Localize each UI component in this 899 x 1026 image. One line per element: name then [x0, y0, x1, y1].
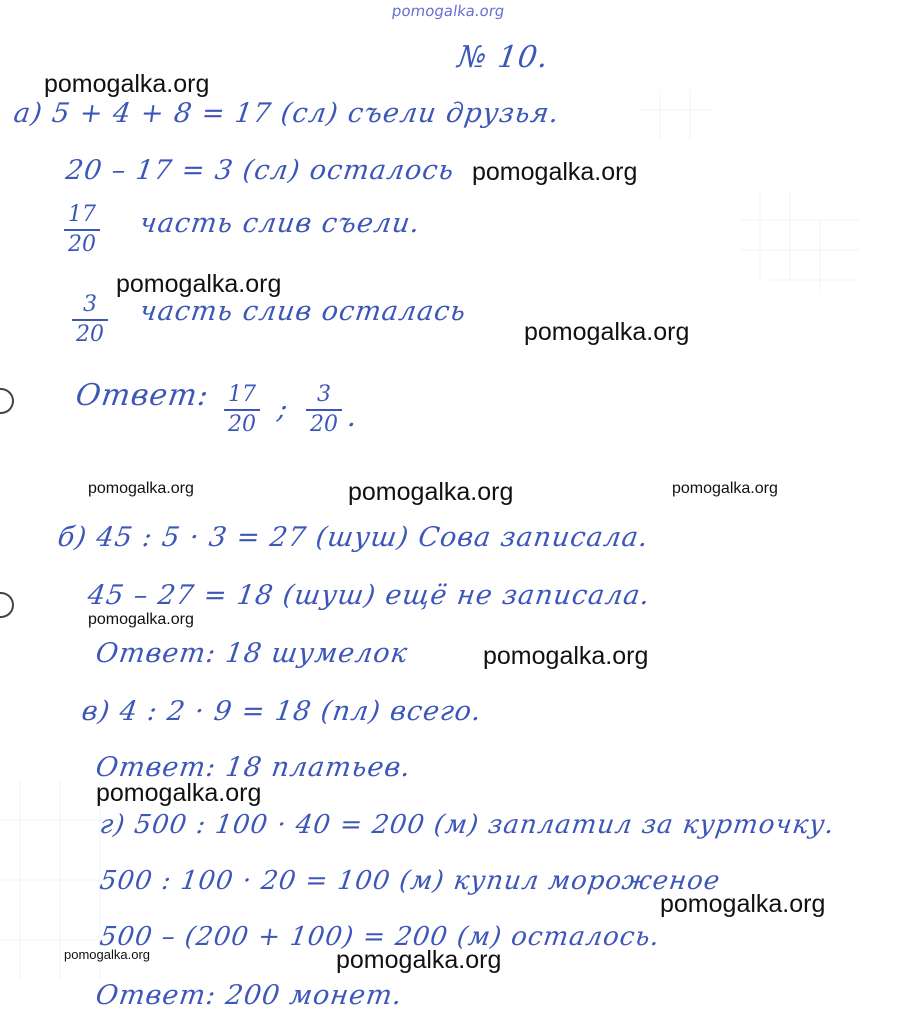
part-a-answer-fraction-2: [304, 382, 344, 438]
task-number: № 10.: [455, 40, 552, 75]
part-a-fraction-2: [70, 292, 110, 348]
watermark: pomogalka.org: [64, 947, 150, 962]
fraction-numerator: 17: [68, 202, 96, 227]
fraction-bar: [72, 319, 108, 321]
part-b-line-2: 45 – 27 = 18 (шуш) ещё не записала.: [85, 580, 653, 611]
watermark: pomogalka.org: [472, 158, 638, 186]
part-a-answer-end: .: [345, 400, 361, 433]
fraction-bar: [224, 409, 260, 411]
site-stamp: pomogalka.org: [390, 2, 506, 20]
watermark: pomogalka.org: [672, 480, 778, 497]
part-v-line-1: в) 4 : 2 · 9 = 18 (пл) всего.: [79, 696, 484, 727]
part-a-line-2: 20 – 17 = 3 (сл) осталось: [63, 155, 457, 186]
fraction-denominator: 20: [228, 412, 256, 437]
part-b-answer: Ответ: 18 шумелок: [93, 638, 411, 669]
grid-ghost-top-right: [640, 80, 880, 300]
fraction-bar: [306, 409, 342, 411]
fraction-numerator: 3: [83, 292, 97, 317]
watermark: pomogalka.org: [44, 70, 210, 98]
part-b-line-1: б) 45 : 5 · 3 = 27 (шуш) Сова записала.: [55, 522, 651, 553]
part-g-line-1: г) 500 : 100 · 40 = 200 (м) заплатил за курточку.: [97, 810, 837, 840]
part-g-answer: Ответ: 200 монет.: [93, 980, 405, 1011]
watermark: pomogalka.org: [96, 779, 262, 807]
binder-hole-bottom: [0, 592, 14, 618]
part-a-line-4: часть слив осталась: [137, 296, 469, 327]
part-a-fraction-1: [62, 202, 102, 258]
watermark: pomogalka.org: [348, 478, 514, 506]
watermark: pomogalka.org: [336, 946, 502, 974]
part-a-answer-fraction-1: [222, 382, 262, 438]
part-v-answer: Ответ: 18 платьев.: [93, 752, 414, 783]
watermark: pomogalka.org: [116, 270, 282, 298]
part-g-line-3: 500 – (200 + 100) = 200 (м) осталось.: [97, 922, 662, 952]
watermark: pomogalka.org: [88, 480, 194, 497]
part-a-answer-label: Ответ:: [73, 378, 212, 413]
fraction-numerator: 3: [317, 382, 331, 407]
fraction-denominator: 20: [68, 232, 96, 257]
part-a-answer-separator: ;: [275, 392, 291, 425]
fraction-numerator: 17: [228, 382, 256, 407]
part-a-line-1: а) 5 + 4 + 8 = 17 (сл) съели друзья.: [11, 98, 562, 129]
fraction-denominator: 20: [310, 412, 338, 437]
binder-hole-top: [0, 388, 14, 414]
watermark: pomogalka.org: [483, 642, 649, 670]
watermark: pomogalka.org: [88, 611, 194, 628]
fraction-bar: [64, 229, 100, 231]
part-g-line-2: 500 : 100 · 20 = 100 (м) купил мороженое: [97, 866, 723, 896]
watermark: pomogalka.org: [660, 890, 826, 918]
watermark: pomogalka.org: [524, 318, 690, 346]
part-a-line-3: часть слив съели.: [137, 208, 423, 239]
fraction-denominator: 20: [76, 322, 104, 347]
